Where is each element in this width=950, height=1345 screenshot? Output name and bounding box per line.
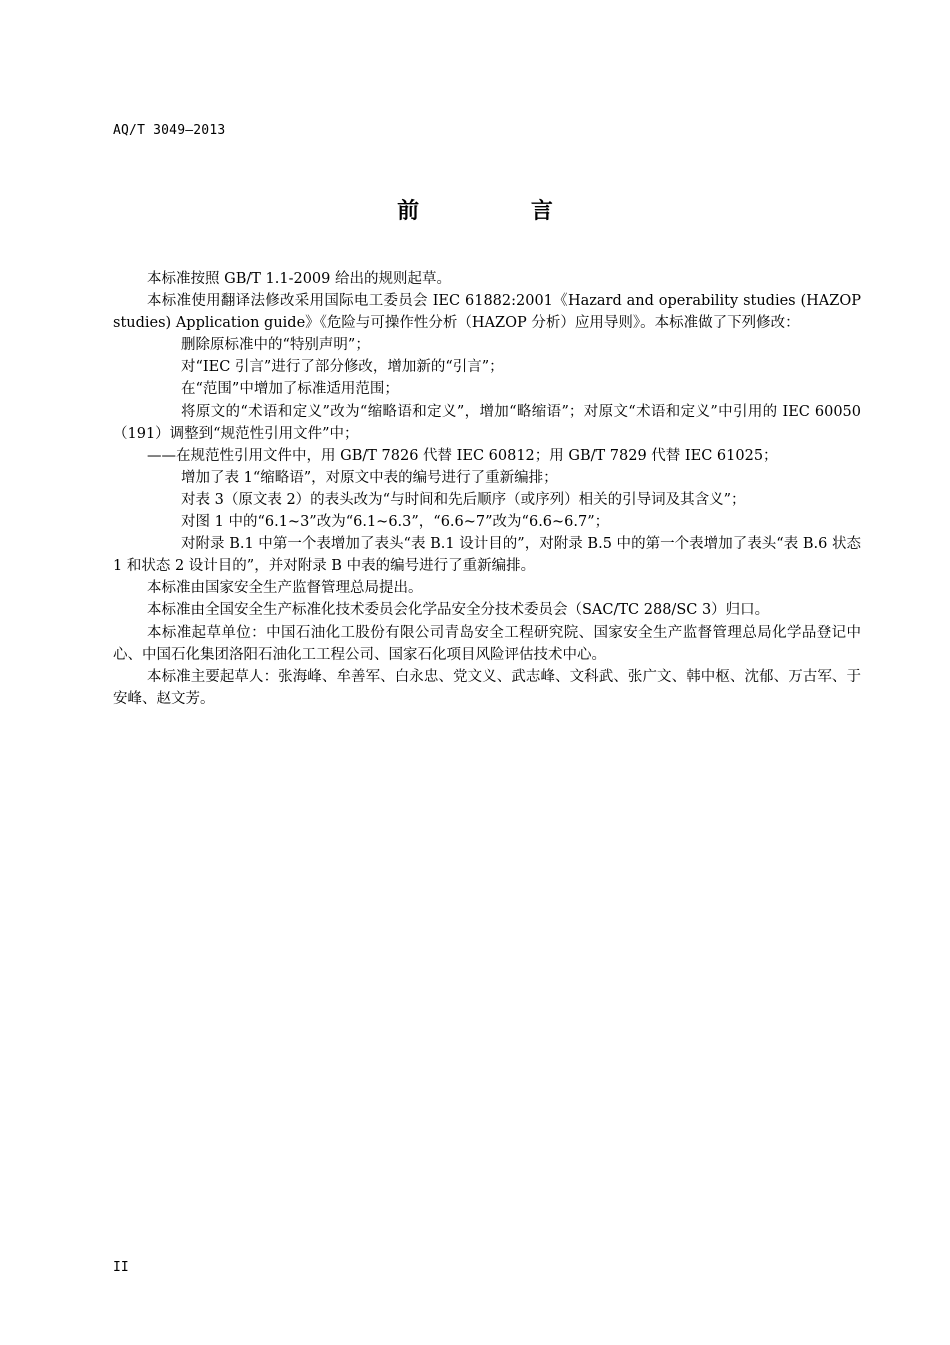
paragraph-managed-by: 本标准由全国安全生产标准化技术委员会化学品安全分技术委员会（SAC/TC 288/SC 3）归口。 (147, 602, 770, 619)
change-item-8: 对图 1 中的“6.1~3”改为“6.1~6.3”，“6.6~7”改为“6.6~6.7”； (181, 514, 610, 531)
change-item-5: ——在规范性引用文件中，用 GB/T 7826 代替 IEC 60812；用 GB/T 7829 代替 IEC 61025； (147, 447, 778, 464)
foreword-body (113, 268, 861, 710)
paragraph-drafting-rules: 本标准按照 GB/T 1.1-2009 给出的规则起草。 (147, 271, 451, 287)
change-item-7: 对表 3（原文表 2）的表头改为“与时间和先后顺序（或序列）相关的引导词及其含义”； (181, 491, 746, 508)
change-item-2: 对“IEC 引言”进行了部分修改，增加新的“引言”； (181, 359, 504, 376)
change-item-4: 将原文的“术语和定义”改为“缩略语和定义”，增加“略缩语”；对原文“术语和定义”中引用的 IEC 60050（191）调整到“规范性引用文件”中； (113, 403, 861, 442)
standard-number-header: AQ/T 3049—2013 (113, 123, 226, 138)
paragraph-drafting-units: 本标准起草单位：中国石油化工股份有限公司青岛安全工程研究院、国家安全生产监督管理总局化学品登记中心、中国石化集团洛阳石油化工工程公司、国家石化项目风险评估技术中心。 (113, 624, 861, 663)
paragraph-drafters: 本标准主要起草人：张海峰、牟善军、白永忠、党文义、武志峰、文科武、张广文、韩中枢、沈郁、万古军、于安峰、赵文芳。 (113, 668, 861, 707)
page-title-foreword: 前 言 (397, 199, 605, 224)
change-item-3: 在“范围”中增加了标准适用范围； (181, 381, 399, 398)
change-item-6: 增加了表 1“缩略语”，对原文中表的编号进行了重新编排； (181, 469, 558, 486)
paragraph-adoption: 本标准使用翻译法修改采用国际电工委员会 IEC 61882:2001《Hazard and operability studies (HAZOP studies) Application guide》《危险与可操作性分析（HAZOP 分析）应用导则》。本标准做了下列修改： (113, 293, 861, 332)
paragraph-proposed-by: 本标准由国家安全生产监督管理总局提出。 (147, 580, 423, 597)
change-item-9: 对附录 B.1 中第一个表增加了表头“表 B.1 设计目的”，对附录 B.5 中的第一个表增加了表头“表 B.6 状态 1 和状态 2 设计目的”，并对附录 B 中表的编号进行了重新编排。 (113, 536, 861, 575)
change-item-1: 删除原标准中的“特别声明”； (181, 337, 370, 354)
page-number-footer: II (113, 1260, 129, 1275)
